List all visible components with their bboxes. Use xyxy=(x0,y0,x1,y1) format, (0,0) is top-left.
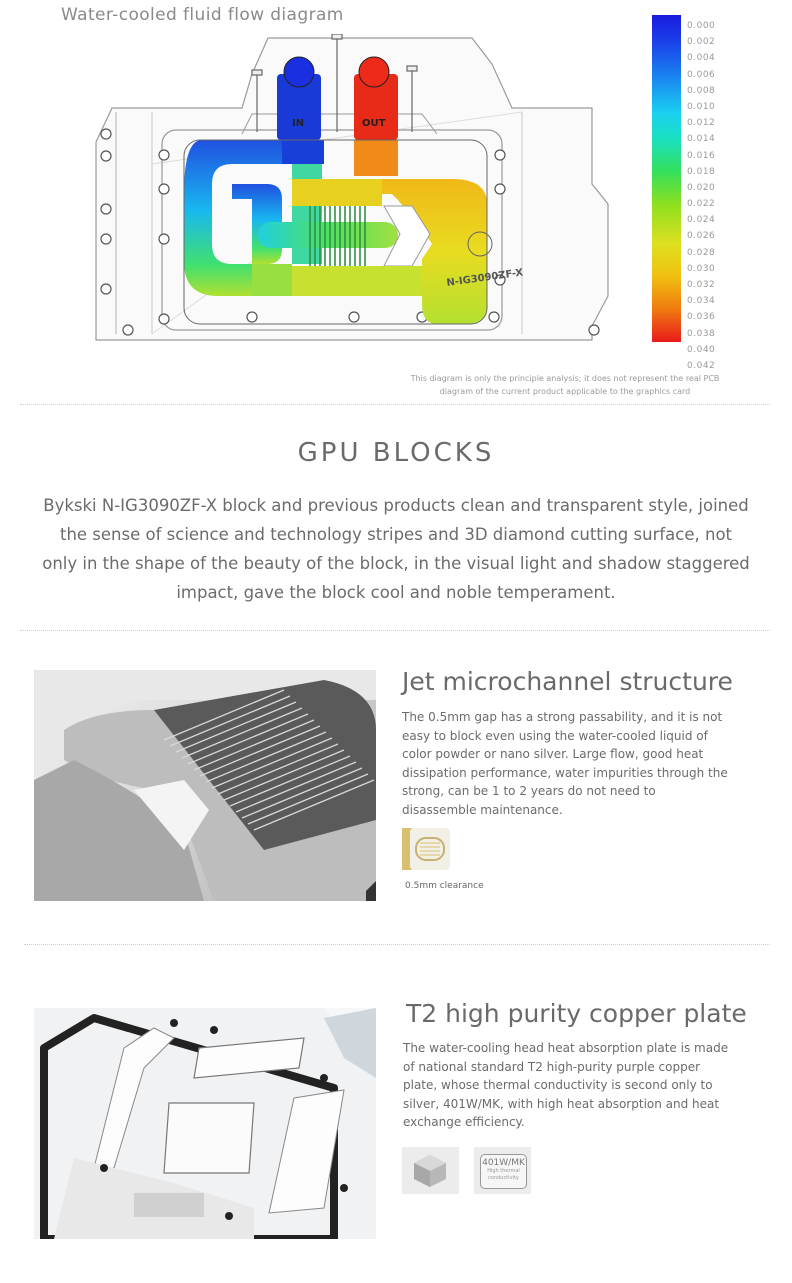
legend-color-scale xyxy=(652,15,681,342)
divider xyxy=(24,944,770,945)
badge-label: conductivity xyxy=(488,1175,519,1181)
legend-label: 0.042 xyxy=(687,360,716,371)
copper-plate-photo xyxy=(34,1008,376,1239)
feature-title: T2 high purity copper plate xyxy=(406,999,747,1028)
legend-label: 0.032 xyxy=(687,280,716,290)
legend-label: 0.024 xyxy=(687,215,716,226)
legend-label: 0.036 xyxy=(687,312,716,323)
divider xyxy=(20,404,770,405)
legend-label: 0.026 xyxy=(687,231,716,242)
flow-diagram-title: Water-cooled fluid flow diagram xyxy=(61,5,344,25)
chip-caption: 0.5mm clearance xyxy=(405,881,484,891)
divider xyxy=(20,630,770,631)
microchannel-photo xyxy=(34,670,376,901)
legend-label: 0.004 xyxy=(687,53,716,64)
legend-label: 0.000 xyxy=(687,21,716,31)
legend-label: 0.034 xyxy=(687,296,716,307)
feature-title: Jet microchannel structure xyxy=(402,667,733,696)
badge-label: High thermal xyxy=(487,1168,520,1174)
feature-body: The 0.5mm gap has a strong passability, and it is not easy to block even using the water-cooled liquid of color powder or nano silver. Large flow, good heat dissipation performance, water impurities through the strong, can be 1 to 2 years do not need to disassemble maintenance. xyxy=(402,710,728,817)
feature-body: The water-cooling head heat absorption plate is made of national standard T2 high-purity purple copper plate, whose thermal conductivity is second only to silver, 401W/MK, with high heat absorption and heat exchange efficiency. xyxy=(403,1041,729,1130)
flow-disclaimer xyxy=(360,372,770,398)
section-heading: GPU BLOCKS xyxy=(297,438,495,468)
legend-label: 0.018 xyxy=(687,166,716,177)
legend-label: 0.010 xyxy=(687,101,716,112)
legend-label: 0.022 xyxy=(687,199,716,210)
legend-label: 0.008 xyxy=(687,85,716,96)
legend-label: 0.014 xyxy=(687,134,716,145)
thermal-conductivity-badge xyxy=(474,1147,531,1194)
badge-value: 401W/MK xyxy=(482,1158,525,1168)
block-model-text: N-IG3090ZF-X xyxy=(445,267,524,289)
legend-label: 0.040 xyxy=(687,344,716,355)
flow-diagram xyxy=(92,34,612,346)
disclaimer-line: This diagram is only the principle analysis; it does not represent the real PCB xyxy=(410,374,720,383)
legend-label: 0.038 xyxy=(687,328,716,339)
legend-label: 0.016 xyxy=(687,150,716,161)
intro-paragraph: Bykski N-IG3090ZF-X block and previous products clean and transparent style, joined the sense of science and technology stripes and 3D diamond cutting surface, not only in the shape of the beauty of the block, in the visual light and shadow staggered impact, gave the block cool and noble temperament. xyxy=(42,496,750,602)
legend-label: 0.002 xyxy=(687,37,716,48)
badge-frame xyxy=(480,1154,527,1189)
legend-label: 0.028 xyxy=(687,247,716,258)
legend-label: 0.012 xyxy=(687,118,716,129)
disclaimer-line: diagram of the current product applicable to the graphics card xyxy=(439,387,691,396)
legend-label: 0.006 xyxy=(687,69,716,80)
microchannel-chip-icon xyxy=(402,828,450,870)
port-out-label: OUT xyxy=(362,118,386,129)
legend-label: 0.020 xyxy=(687,182,716,193)
copper-cube-icon xyxy=(402,1147,459,1194)
legend-label: 0.030 xyxy=(687,263,716,274)
port-in-label: IN xyxy=(292,118,305,129)
